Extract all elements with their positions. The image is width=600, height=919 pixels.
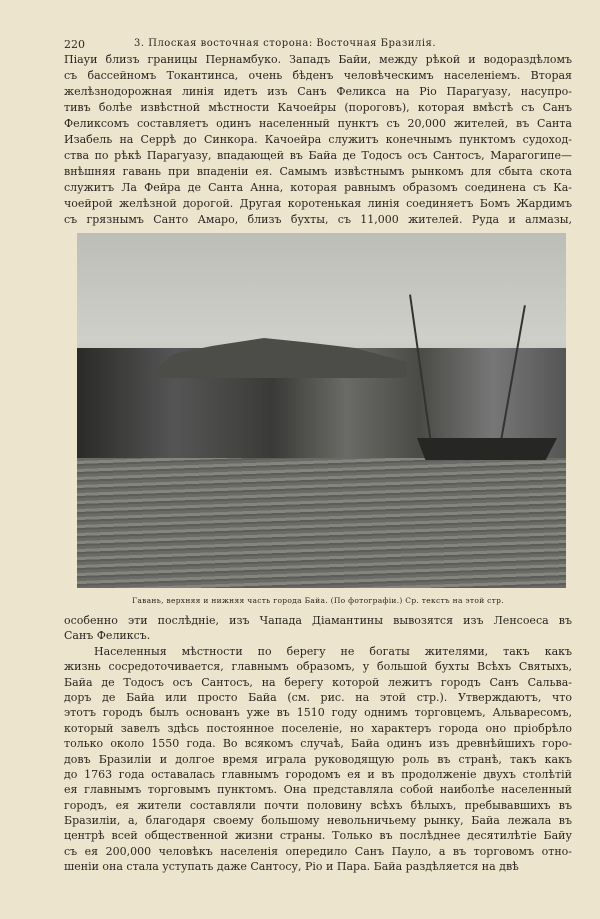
text-line: довъ Бразиліи и долгое время играла руководящую роль въ странѣ, такъ какъ <box>64 752 572 766</box>
page-number: 220 <box>64 38 85 51</box>
running-title: 3. Плоская восточная сторона: Восточная Бразилія. <box>134 38 437 49</box>
text-line: внѣшняя гавань при впаденіи ея. Самымъ извѣстнымъ рынкомъ для сбыта скота <box>64 165 572 178</box>
top-text-block <box>64 52 572 228</box>
text-line: Піауи близъ границы Пернамбуко. Западъ Байи, между рѣкой и водораздѣломъ <box>64 53 572 66</box>
text-line: этотъ городъ былъ основанъ уже въ 1510 году однимъ торговцемъ, Альваресомъ, <box>64 706 572 720</box>
text-line: съ ея 200,000 человѣкъ населенія опередило Санъ Пауло, а въ торговомъ отно- <box>64 844 572 858</box>
harbor-water <box>77 458 566 588</box>
text-line: особенно эти послѣдніе, изъ Чапада Діамантины вывозятся изъ Ленсоеса въ <box>64 614 572 627</box>
text-line: Феликсомъ составляетъ одинъ населенный пунктъ съ 20,000 жителей, въ Санта <box>64 117 572 130</box>
text-line: центрѣ всей общественной жизни страны. Только въ послѣднее десятилѣтіе Байу <box>64 829 572 843</box>
text-line: шеніи она стала уступать даже Сантосу, Ріо и Пара. Байа раздѣляется на двѣ <box>64 860 519 874</box>
text-line: жизнь сосредоточивается, главнымъ образомъ, у большой бухты Всѣхъ Святыхъ, <box>64 660 572 674</box>
text-line: только около 1550 года. Во всякомъ случаѣ, Байа одинъ изъ древнѣйшихъ горо- <box>64 737 572 751</box>
text-line: Бразиліи, а, благодаря своему большому невольничьему рынку, Байа лежала въ <box>64 814 572 828</box>
ship-hull <box>417 438 557 460</box>
harbor-photograph <box>77 233 566 588</box>
text-line: съ бассейномъ Токантинса, очень бѣденъ человѣческимъ населеніемъ. Вторая <box>64 69 572 82</box>
text-line: Байа де Тодосъ осъ Сантосъ, на берегу которой лежитъ городъ Санъ Сальва- <box>64 675 572 689</box>
text-line: желѣзнодорожная линія идетъ изъ Санъ Феликса на Ріо Парагуазу, насупро- <box>64 85 572 98</box>
text-line: ея главнымъ торговымъ пунктомъ. Она представляла собой наиболѣе населенный <box>64 783 572 797</box>
page-header <box>64 38 574 52</box>
bottom-text-block <box>64 613 572 875</box>
text-line: до 1763 года оставалась главнымъ городомъ ея и въ продолженіе двухъ столѣтій <box>64 767 572 781</box>
text-line: съ грязнымъ Санто Амаро, близъ бухты, съ 11,000 жителей. Руда и алмазы, <box>64 213 572 226</box>
text-line: служитъ Ла Фейра де Санта Анна, которая равнымъ образомъ соединена съ Ка- <box>64 181 572 194</box>
text-line: Санъ Феликсъ. <box>64 629 151 643</box>
text-line: Населенныя мѣстности по берегу не богаты жителями, такъ какъ <box>94 644 572 658</box>
text-line: городъ, ея жители составляли почти половину всѣхъ бѣлыхъ, пребывавшихъ въ <box>64 798 572 812</box>
text-line: чоейрой желѣзной дорогой. Другая коротенькая линія соединяетъ Бомъ Жардимъ <box>64 197 572 210</box>
text-line: который завелъ здѣсь постоянное поселеніе, но характеръ города оно пріобрѣло <box>64 721 572 735</box>
text-line: тивъ болѣе извѣстной мѣстности Качоейры (пороговъ), которая вмѣстѣ съ Санъ <box>64 101 572 114</box>
text-line: доръ де Байа или просто Байа (см. рис. на этой стр.). Утверждаютъ, что <box>64 690 572 704</box>
text-line: ства по рѣкѣ Парагуазу, впадающей въ Байа де Тодосъ осъ Сантосъ, Марагогипе— <box>64 149 572 162</box>
figure-caption: Гавань, верхняя и нижняя часть города Байа. (По фотографіи.) Ср. текстъ на этой стр. <box>132 596 504 605</box>
text-line: Изабель на Серрѣ до Синкора. Качоейра служитъ конечнымъ пунктомъ судоход- <box>64 133 572 146</box>
